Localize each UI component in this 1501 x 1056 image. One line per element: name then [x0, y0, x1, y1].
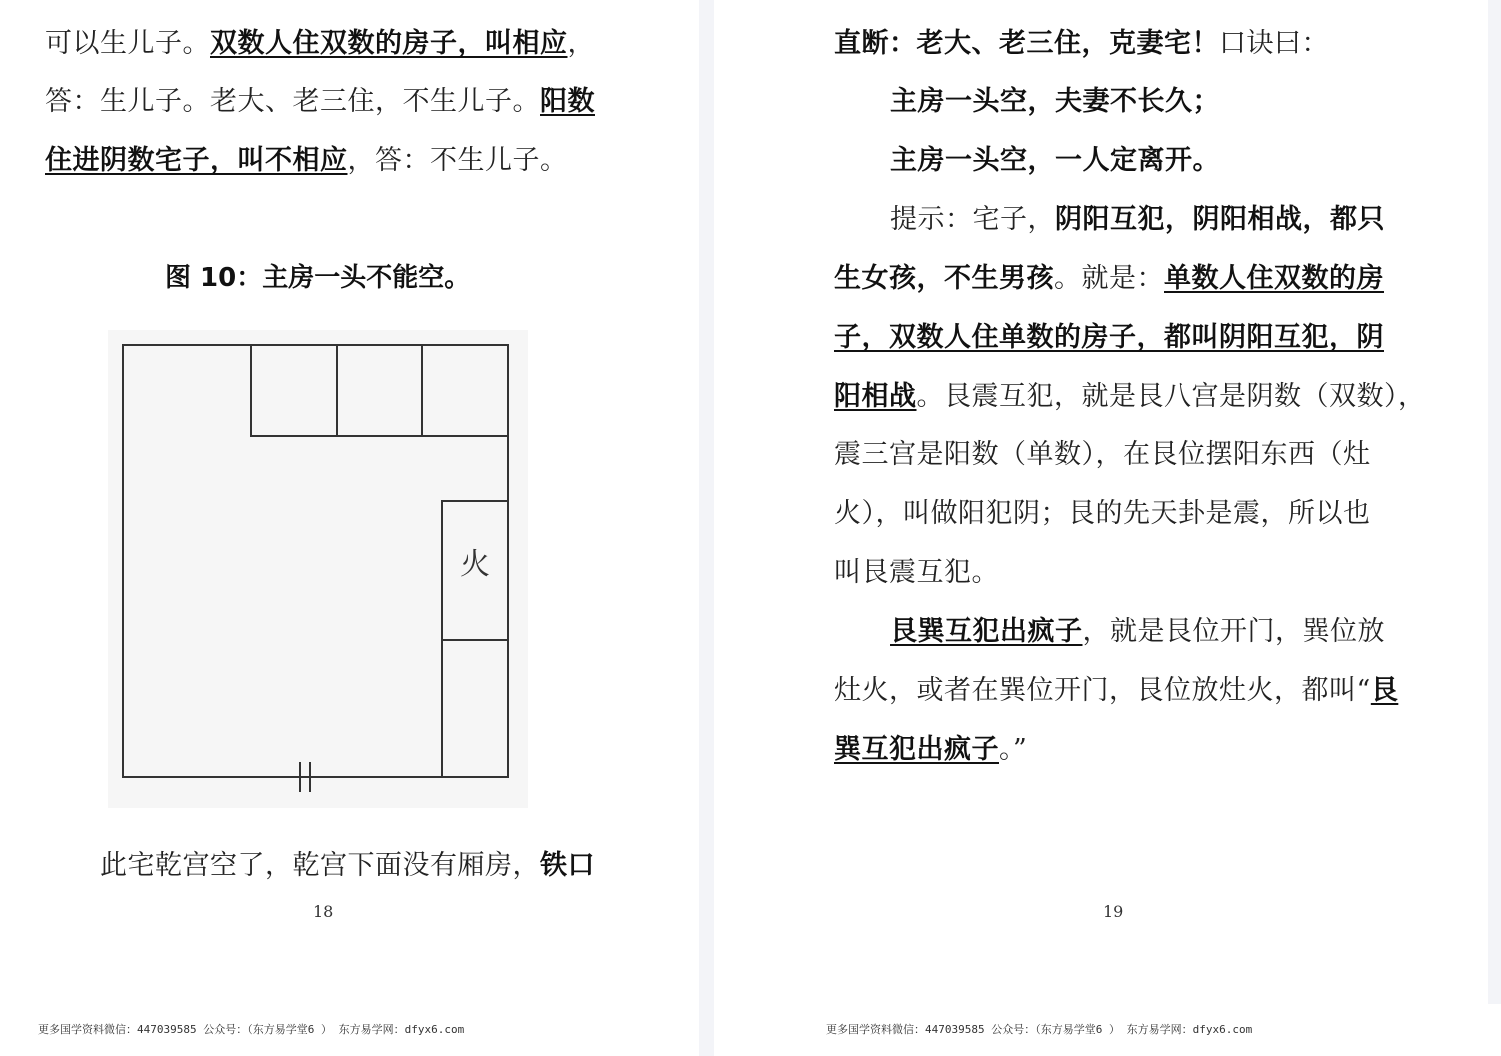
emphasis-span: 阴阳互犯，阴阳相战，都只: [1055, 204, 1385, 235]
right-line-6: 子，双数人住单数的房子，都叫阴阳互犯，阴: [834, 322, 1384, 353]
top-room-3: [422, 345, 508, 436]
right-line-4: [890, 200, 1385, 240]
footer-text: 更多国学资料微信：447039585 公众号：（东方易学堂6 ） 东方易学网：dfyx6.com: [38, 1023, 465, 1036]
text-span: 。艮震互犯，就是艮八宫是阴数（双数），: [916, 381, 1426, 412]
emphasis-span: 直断：老大、老三住，克妻宅！: [834, 28, 1219, 59]
right-line-12: [834, 671, 1398, 711]
text-span: ，: [567, 28, 595, 59]
emphasis-span: 巽互犯出疯子: [834, 734, 999, 765]
text-span: 。”: [999, 734, 1028, 765]
fire-label: 火: [460, 547, 490, 582]
page-number-right: 19: [1103, 902, 1124, 921]
figure-title: 图 10：主房一头不能空。: [165, 263, 471, 293]
top-room-2: [337, 345, 422, 436]
left-caption: [100, 846, 595, 886]
left-line-1: [45, 24, 595, 64]
emphasis-span: 阳相战: [834, 381, 917, 412]
emphasis-span: 艮: [1370, 675, 1399, 706]
right-line-3: 主房一头空，一人定离开。: [890, 145, 1220, 176]
right-line-9: 火），叫做阳犯阴；艮的先天卦是震，所以也: [834, 498, 1371, 529]
page-number-left: 18: [313, 902, 334, 921]
left-line-2: [45, 82, 595, 122]
text-span: ，就是艮位开门，巽位放: [1082, 616, 1385, 647]
right-line-10: 叫艮震互犯。: [834, 557, 999, 588]
floor-plan-diagram: [108, 330, 528, 808]
text-span: ，答：不生儿子。: [347, 145, 568, 176]
text-span: 灶火，或者在巽位开门，艮位放灶火，都叫“: [834, 675, 1371, 706]
text-span: 此宅乾宫空了，乾宫下面没有厢房，: [100, 850, 540, 881]
right-line-2: 主房一头空，夫妻不长久；: [890, 86, 1220, 117]
side-room-lower: [442, 640, 508, 777]
text-span: 可以生儿子。: [45, 28, 210, 59]
emphasis-span: 铁口: [540, 850, 595, 881]
right-line-7: [834, 377, 1426, 417]
text-span: 提示：宅子，: [890, 204, 1055, 235]
footer-text: 更多国学资料微信：447039585 公众号：（东方易学堂6 ） 东方易学网：dfyx6.com: [826, 1023, 1253, 1036]
text-span: 答：生儿子。老大、老三住，不生儿子。: [45, 86, 540, 117]
right-line-11: [890, 612, 1385, 652]
left-line-3: [45, 141, 568, 181]
emphasis-span: 双数人住双数的房子，叫相应: [210, 28, 568, 59]
emphasis-span: 生女孩，不生男孩: [834, 263, 1054, 294]
text-span: 。就是：: [1054, 263, 1164, 294]
text-span: 口诀曰：: [1219, 28, 1329, 59]
left-page: [0, 0, 699, 1004]
top-room-1: [251, 345, 337, 436]
emphasis-span: 艮巽互犯出疯子: [890, 616, 1083, 647]
emphasis-span: 住进阴数宅子，叫不相应: [45, 145, 348, 176]
right-line-1: [834, 24, 1329, 64]
right-line-5: [834, 259, 1384, 299]
emphasis-span: 单数人住双数的房: [1164, 263, 1384, 294]
right-line-8: 震三宫是阳数（单数），在艮位摆阳东西（灶: [834, 439, 1371, 470]
emphasis-span: 阳数: [540, 86, 595, 117]
right-page: [714, 0, 1488, 1004]
footer-left: [0, 1004, 699, 1056]
footer-right: [714, 1004, 1501, 1056]
right-line-13: [834, 730, 1027, 770]
